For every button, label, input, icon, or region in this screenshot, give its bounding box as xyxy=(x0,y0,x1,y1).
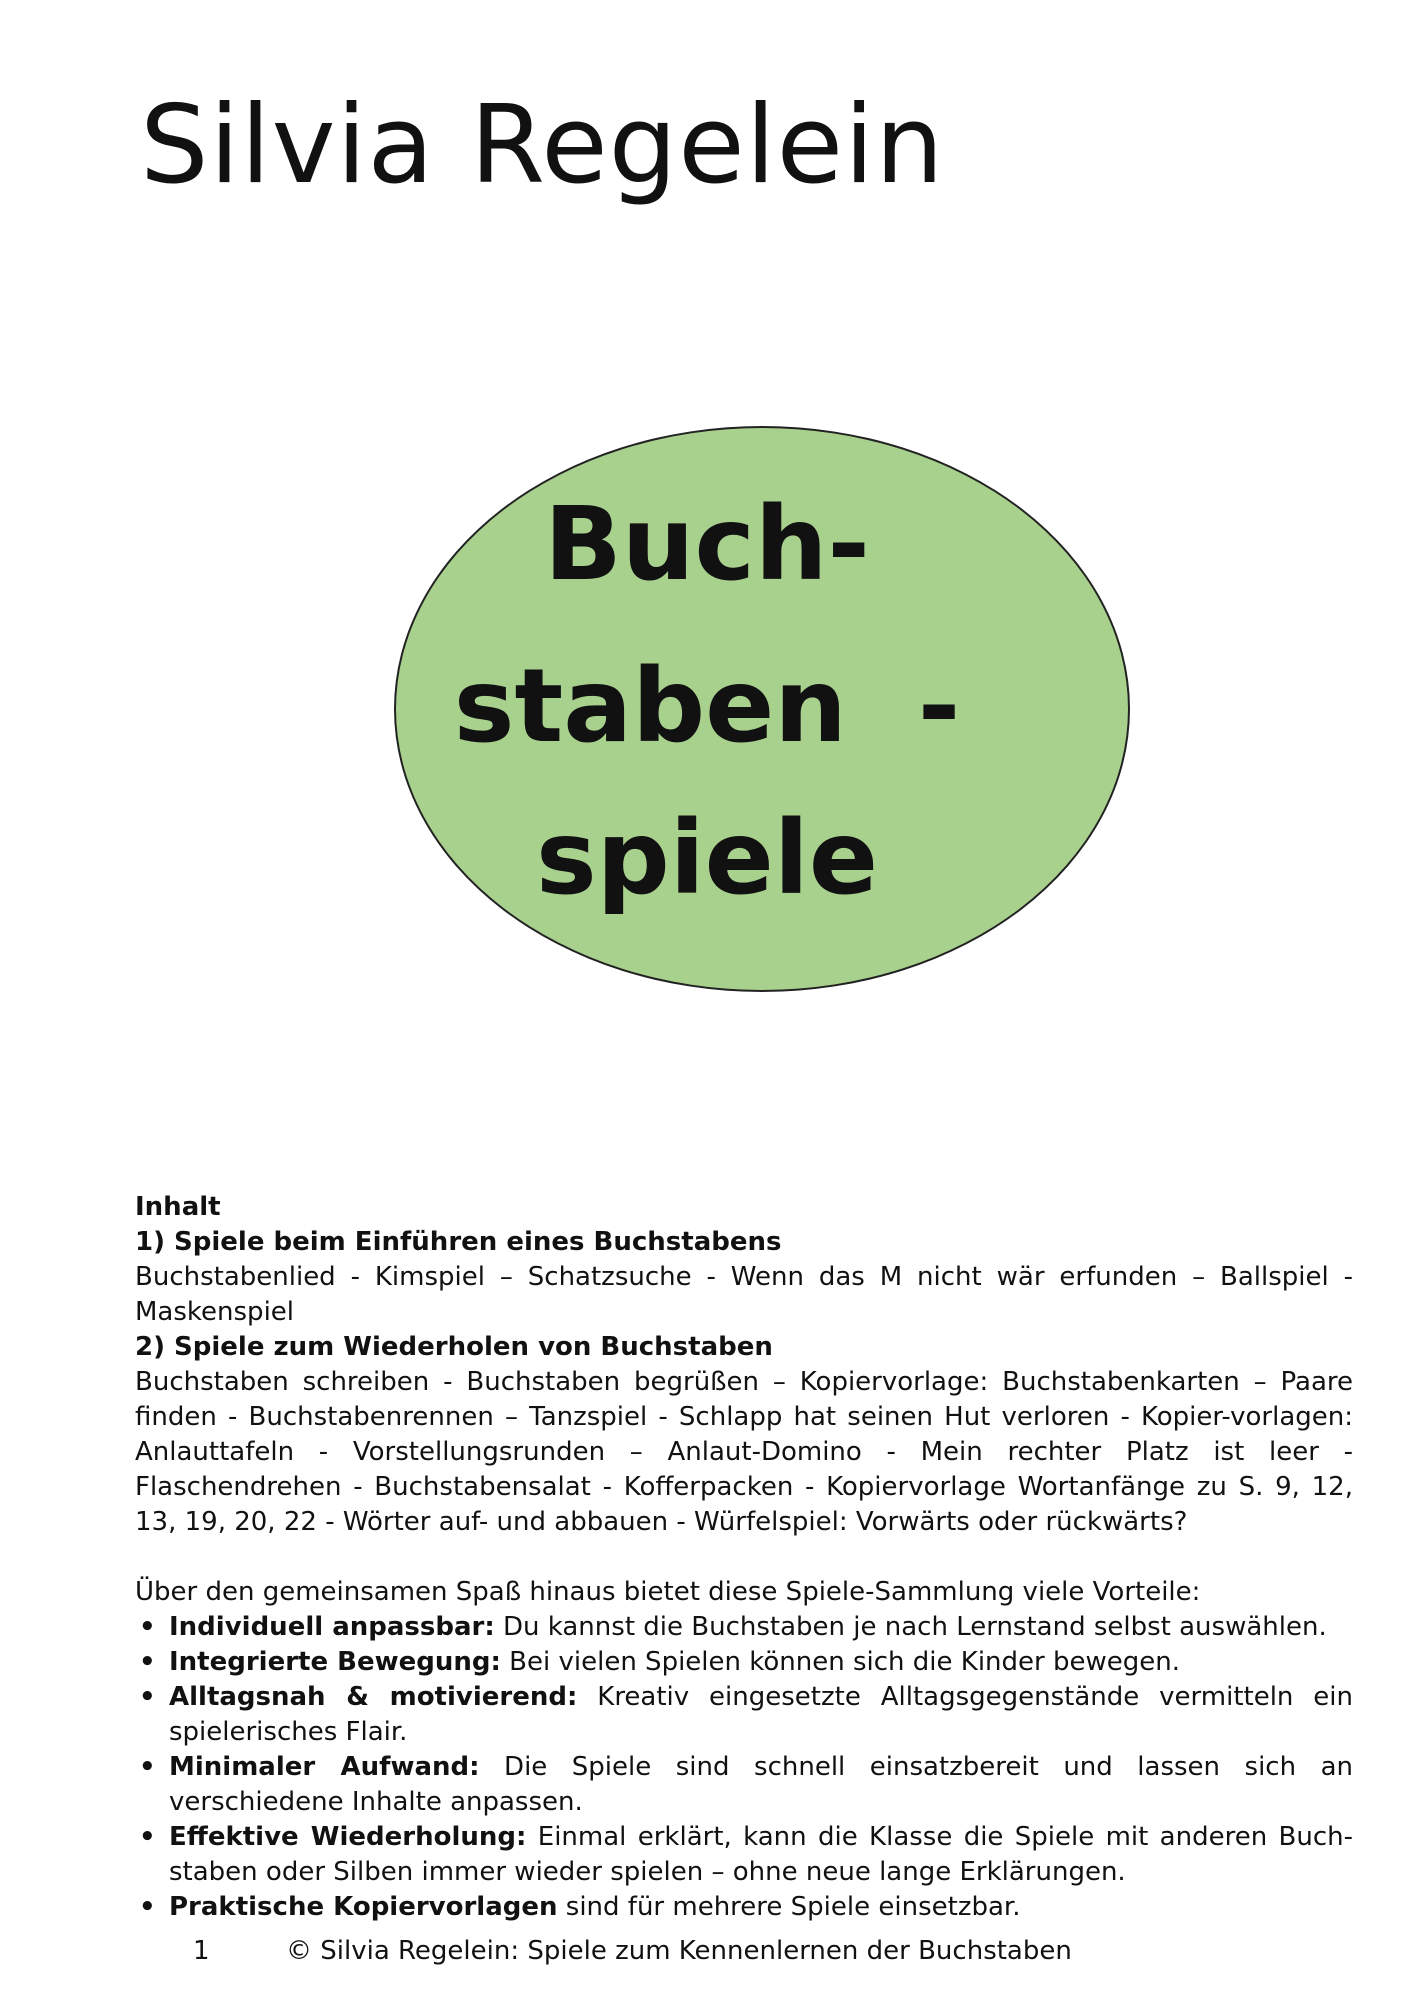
advantage-title: Alltagsnah & motivierend: xyxy=(169,1682,578,1712)
bullet-icon: • xyxy=(139,1822,156,1852)
bullet-icon: • xyxy=(139,1892,156,1922)
page-number: 1 xyxy=(193,1936,210,1966)
advantage-text: sind für mehrere Spiele einsetzbar. xyxy=(557,1892,1021,1922)
advantages-intro: Über den gemeinsamen Spaß hinaus bietet diese Spiele-Sammlung viele Vorteile: xyxy=(135,1577,1201,1607)
section1-heading: 1) Spiele beim Einführen eines Buchstabens xyxy=(135,1227,782,1257)
advantage-title: Praktische Kopiervorlagen xyxy=(169,1892,558,1922)
advantage-text: Kreativ eingesetzte Alltagsgegenstände vermitteln ein spielerisches Flair. xyxy=(169,1682,1353,1747)
advantage-title: Individuell anpassbar: xyxy=(169,1612,495,1642)
title-line-1: Buch- xyxy=(544,485,870,604)
bullet-icon: • xyxy=(139,1612,156,1642)
list-item xyxy=(135,1820,1353,1890)
section2-heading: 2) Spiele zum Wiederholen von Buchstaben xyxy=(135,1332,773,1362)
advantage-title: Integrierte Bewegung: xyxy=(169,1647,501,1677)
advantage-title: Minimaler Aufwand: xyxy=(169,1752,480,1782)
author-name: Silvia Regelein xyxy=(140,83,945,208)
advantage-text: Bei vielen Spielen können sich die Kinder bewegen. xyxy=(500,1647,1180,1677)
bullet-icon: • xyxy=(139,1647,156,1677)
copyright-notice: © Silvia Regelein: Spiele zum Kennenlernen der Buchstaben xyxy=(286,1936,1072,1966)
advantages-list xyxy=(135,1610,1353,1925)
bullet-icon: • xyxy=(139,1752,156,1782)
title-line-3: spiele xyxy=(535,799,878,918)
content-section xyxy=(135,1190,1353,1925)
list-item xyxy=(135,1890,1353,1925)
bullet-icon: • xyxy=(139,1682,156,1712)
list-item xyxy=(135,1680,1353,1750)
section1-text: Buchstabenlied - Kimspiel – Schatzsuche - Wenn das M nicht wär erfunden – Ballspiel - Maskenspiel xyxy=(135,1262,1353,1327)
advantage-text: Einmal erklärt, kann die Klasse die Spiele mit anderen Buch-staben oder Silben immer wieder spielen – ohne neue lange Erklärungen. xyxy=(169,1822,1353,1887)
list-item xyxy=(135,1610,1353,1645)
section2-text: Buchstaben schreiben - Buchstaben begrüßen – Kopiervorlage: Buchstabenkarten – Paare finden - Buchstabenrennen – Tanzspiel - Schlapp hat seinen Hut verloren - Kopier-vorlagen: Anlauttafeln - Vorstellungsrunden – Anlaut-Domino - Mein rechter Platz ist leer - Flaschendrehen - Buchstabensalat - Kofferpacken - Kopiervorlage Wortanfänge zu S. 9, 12, 13, 19, 20, 22 - Wörter auf- und abbauen - Würfelspiel: Vorwärts oder rückwärts? xyxy=(135,1367,1353,1537)
title-line-2: staben - xyxy=(453,647,961,766)
contents-heading: Inhalt xyxy=(135,1192,221,1222)
list-item xyxy=(135,1645,1353,1680)
advantage-title: Effektive Wiederholung: xyxy=(169,1822,527,1852)
advantage-text: Die Spiele sind schnell einsatzbereit und lassen sich an verschiedene Inhalte anpassen. xyxy=(169,1752,1353,1817)
list-item xyxy=(135,1750,1353,1820)
advantage-text: Du kannst die Buchstaben je nach Lernstand selbst auswählen. xyxy=(494,1612,1327,1642)
